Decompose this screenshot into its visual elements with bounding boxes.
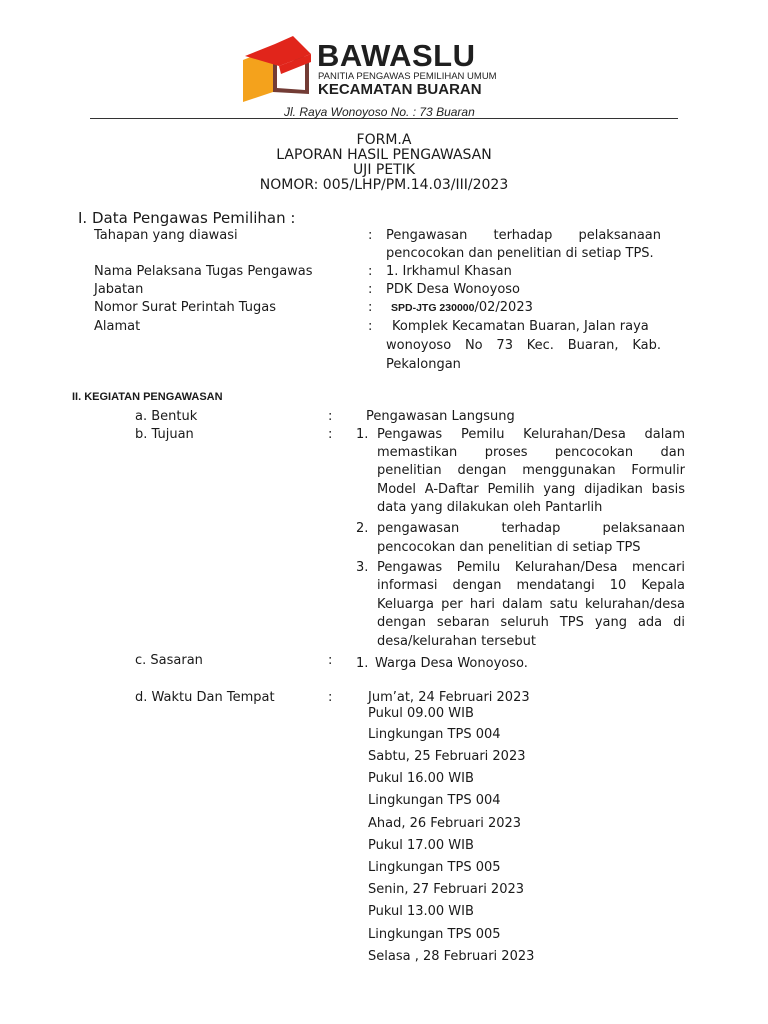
section1-heading: I. Data Pengawas Pemilihan : xyxy=(78,209,296,227)
org-subtitle: PANITIA PENGAWAS PEMILIHAN UMUM xyxy=(318,71,497,82)
nomor-surat-code: SPD-JTG 230000 xyxy=(391,302,475,314)
schedule-line: Selasa , 28 Februari 2023 xyxy=(368,949,535,964)
tujuan-3-line: Pengawas Pemilu Kelurahan/Desa mencari xyxy=(377,560,685,575)
label-nama: Nama Pelaksana Tugas Pengawas xyxy=(94,264,313,279)
org-address: Jl. Raya Wonoyoso No. : 73 Buaran xyxy=(284,105,475,119)
label-jabatan: Jabatan xyxy=(94,282,144,297)
label-sasaran: c. Sasaran xyxy=(135,653,203,668)
label-alamat: Alamat xyxy=(94,319,141,334)
tujuan-2-line: pengawasan terhadap pelaksanaan xyxy=(377,521,685,536)
tujuan-3-line: dengan sebaran seluruh TPS yang ada di xyxy=(377,615,685,630)
value-nomor-surat xyxy=(391,299,533,317)
label-waktu-tempat: d. Waktu Dan Tempat xyxy=(135,690,275,705)
schedule-line: Jum’at, 24 Februari 2023 xyxy=(368,690,530,705)
colon: : xyxy=(368,300,373,315)
tujuan-3-line: desa/kelurahan tersebut xyxy=(377,634,536,649)
label-tujuan: b. Tujuan xyxy=(135,427,194,442)
report-subtitle: UJI PETIK xyxy=(352,162,416,178)
schedule-line: Pukul 13.00 WIB xyxy=(368,904,474,919)
tujuan-1-line: data yang dilakukan oleh Pantarlih xyxy=(377,500,603,515)
schedule-line: Pukul 16.00 WIB xyxy=(368,771,474,786)
schedule-line: Lingkungan TPS 005 xyxy=(368,927,501,942)
report-number: NOMOR: 005/LHP/PM.14.03/III/2023 xyxy=(259,177,509,193)
org-area: KECAMATAN BUARAN xyxy=(318,81,482,98)
letterhead-logo xyxy=(227,30,512,104)
tujuan-1-line: Pengawas Pemilu Kelurahan/Desa dalam xyxy=(377,427,685,442)
tujuan-1-line: memastikan proses pencocokan dan xyxy=(377,445,685,460)
section2-heading: II. KEGIATAN PENGAWASAN xyxy=(72,391,223,403)
tujuan-1-line: Model A-Daftar Pemilih yang dijadikan basis xyxy=(377,482,685,497)
sasaran-number: 1. xyxy=(356,656,369,671)
colon: : xyxy=(368,282,373,297)
report-title: LAPORAN HASIL PENGAWASAN xyxy=(276,147,492,163)
colon: : xyxy=(368,228,373,243)
form-code: FORM.A xyxy=(356,132,412,148)
schedule-line: Pukul 17.00 WIB xyxy=(368,838,474,853)
colon: : xyxy=(328,653,333,668)
tujuan-number: 3. xyxy=(356,560,369,575)
value-alamat-line1: Komplek Kecamatan Buaran, Jalan raya xyxy=(392,319,649,334)
schedule-line: Ahad, 26 Februari 2023 xyxy=(368,816,522,831)
tujuan-number: 1. xyxy=(356,427,369,442)
schedule-line: Senin, 27 Februari 2023 xyxy=(368,882,525,897)
header-divider xyxy=(90,118,678,119)
value-jabatan: PDK Desa Wonoyoso xyxy=(386,282,520,297)
tujuan-3-line: Keluarga per hari dalam satu kelurahan/desa xyxy=(377,597,685,612)
value-tahapan-line2: pencocokan dan penelitian di setiap TPS. xyxy=(386,246,654,261)
schedule-line: Lingkungan TPS 004 xyxy=(368,727,501,742)
colon: : xyxy=(368,319,373,334)
schedule-line: Sabtu, 25 Februari 2023 xyxy=(368,749,526,764)
label-bentuk: a. Bentuk xyxy=(135,409,198,424)
value-tahapan-line1: Pengawasan terhadap pelaksanaan xyxy=(386,228,661,243)
label-nomor-surat: Nomor Surat Perintah Tugas xyxy=(94,300,277,315)
schedule-line: Lingkungan TPS 004 xyxy=(368,793,501,808)
schedule-line: Lingkungan TPS 005 xyxy=(368,860,501,875)
tujuan-1-line: penelitian dengan menggunakan Formulir xyxy=(377,463,685,478)
bawaslu-logo-icon xyxy=(233,32,317,104)
tujuan-3-line: informasi dengan mendatangi 10 Kepala xyxy=(377,578,685,593)
colon: : xyxy=(328,409,333,424)
tujuan-2-line: pencocokan dan penelitian di setiap TPS xyxy=(377,540,641,555)
value-alamat-line2: wonoyoso No 73 Kec. Buaran, Kab. xyxy=(386,338,661,353)
nomor-surat-suffix: /02/2023 xyxy=(474,300,533,315)
tujuan-number: 2. xyxy=(356,521,369,536)
value-bentuk: Pengawasan Langsung xyxy=(366,409,515,424)
value-nama: 1. Irkhamul Khasan xyxy=(386,264,512,279)
label-tahapan: Tahapan yang diawasi xyxy=(94,228,238,243)
colon: : xyxy=(368,264,373,279)
value-sasaran: Warga Desa Wonoyoso. xyxy=(375,656,528,671)
org-name: BAWASLU xyxy=(317,38,476,73)
value-alamat-line3: Pekalongan xyxy=(386,357,461,372)
colon: : xyxy=(328,427,333,442)
schedule-line: Pukul 09.00 WIB xyxy=(368,706,474,721)
colon: : xyxy=(328,690,333,705)
